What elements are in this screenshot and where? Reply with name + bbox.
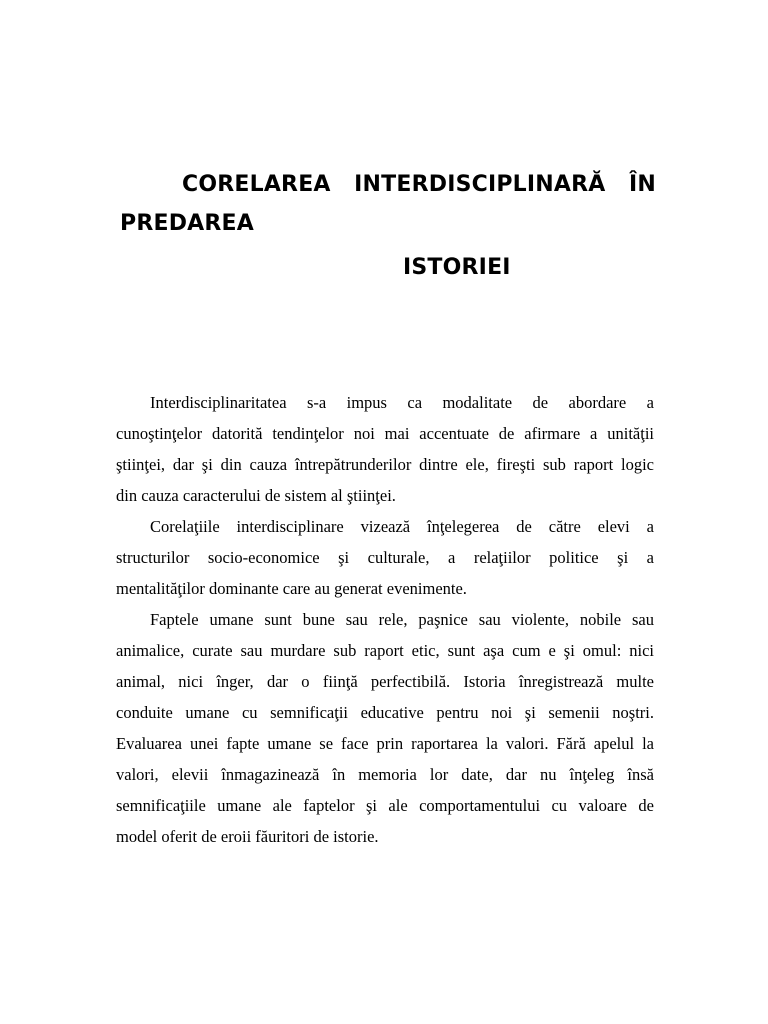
paragraph-line: Corelaţiile interdisciplinare vizează înţelegerea de către elevi a: [150, 517, 654, 536]
document-title-line-2: PREDAREA: [120, 211, 254, 236]
document-title-line-1: [182, 172, 656, 198]
paragraph-line: model oferit de eroii făuritori de istorie.: [116, 827, 379, 846]
paragraph-line: Evaluarea unei fapte umane se face prin raportarea la valori. Fără apelul la: [116, 734, 654, 753]
paragraph-line: Interdisciplinaritatea s-a impus ca modalitate de abordare a: [150, 393, 654, 412]
paragraph-faptele-umane: [116, 604, 654, 852]
paragraph-corelatiile: [116, 511, 654, 604]
paragraph-line: animal, nici înger, dar o fiinţă perfectibilă. Istoria înregistrează multe: [116, 672, 654, 691]
paragraph-line: valori, elevii înmagazinează în memoria lor date, dar nu înţeleg însă: [116, 765, 654, 784]
paragraph-interdisciplinaritatea: [116, 387, 654, 511]
paragraph-line: cunoştinţelor datorită tendinţelor noi mai accentuate de afirmare a unităţii: [116, 424, 654, 443]
paragraph-line: conduite umane cu semnificaţii educative pentru noi şi semenii noştri.: [116, 703, 654, 722]
title-word: CORELAREA: [182, 172, 331, 197]
title-word: ÎN: [628, 172, 656, 197]
paragraph-line: Faptele umane sunt bune sau rele, paşnice sau violente, nobile sau: [150, 610, 654, 629]
paragraph-line: mentalităţilor dominante care au generat evenimente.: [116, 579, 467, 598]
paragraph-line: structurilor socio-economice şi culturale, a relaţiilor politice şi a: [116, 548, 654, 567]
paragraph-line: ştiinţei, dar şi din cauza întrepătrunderilor dintre ele, fireşti sub raport logic: [116, 455, 654, 474]
paragraph-line: din cauza caracterului de sistem al ştiinţei.: [116, 486, 396, 505]
document-title-line-3: ISTORIEI: [403, 255, 511, 280]
title-word: INTERDISCIPLINARĂ: [354, 172, 606, 197]
paragraph-line: semnificaţiile umane ale faptelor şi ale comportamentului cu valoare de: [116, 796, 654, 815]
paragraph-line: animalice, curate sau murdare sub raport etic, sunt aşa cum e şi omul: nici: [116, 641, 654, 660]
